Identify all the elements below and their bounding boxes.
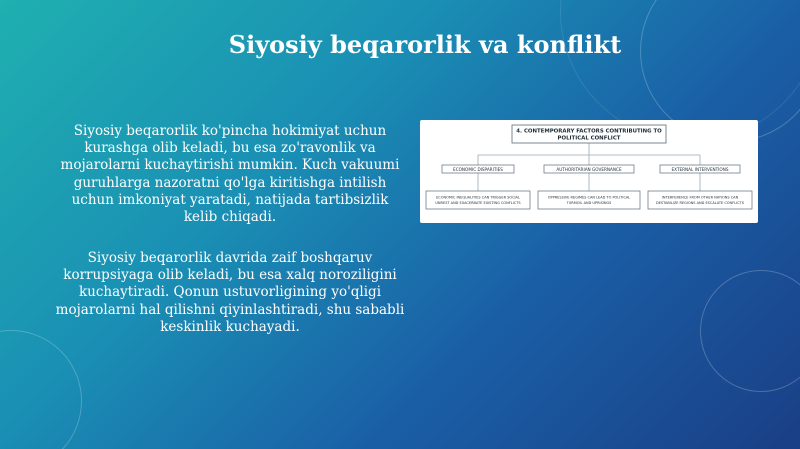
diagram-detail-box: [538, 191, 640, 209]
diagram-detail-3-line1: INTERFERENCE FROM OTHER NATIONS CAN: [661, 195, 739, 200]
diagram-title-line1: 4. CONTEMPORARY FACTORS CONTRIBUTING TO: [516, 128, 662, 135]
diagram-title-line2: POLITICAL CONFLICT: [557, 135, 621, 142]
paragraph-2: Siyosiy beqarorlik davrida zaif boshqaruv korrupsiyaga olib keladi, bu esa xalq noroziligini kuchaytiradi. Qonun ustuvorligining yo'qligi mojarolarni hal qilishni qiyinlashtiradi, shu sababli keskinlik kuchayadi.: [55, 250, 405, 335]
decorative-circle: [700, 270, 800, 392]
diagram-category-1: ECONOMIC DISPARITIES: [453, 167, 503, 172]
diagram-detail-2-line1: OPPRESSIVE REGIMES CAN LEAD TO POLITICAL: [547, 195, 631, 200]
diagram-detail-1-line2: UNREST AND EXACERBATE EXISTING CONFLICTS: [435, 201, 521, 205]
decorative-circle: [0, 330, 82, 449]
diagram-detail-box: [648, 191, 752, 209]
diagram-detail-1-line1: ECONOMIC INEQUALITIES CAN TRIGGER SOCIAL: [436, 195, 520, 200]
slide-title: Siyosiy beqarorlik va konflikt: [228, 30, 622, 59]
paragraph-1: Siyosiy beqarorlik ko'pincha hokimiyat uchun kurashga olib keladi, bu esa zo'ravonlik va mojarolarni kuchaytirishi mumkin. Kuch vakuumi guruhlarga nazoratni qo'lga kiritishga intilish uchun imkoniyat yaratadi, natijada tartibsizlik kelib chiqadi.: [60, 123, 400, 226]
diagram-category-3: EXTERNAL INTERVENTIONS: [671, 167, 729, 172]
diagram-detail-2-line2: TURMOIL AND UPRISINGS: [566, 201, 612, 205]
diagram-detail-3-line2: DESTABILIZE REGIONS AND ESCALATE CONFLICTS: [656, 201, 744, 205]
factors-diagram-image: [420, 120, 758, 223]
diagram-detail-box: [426, 191, 530, 209]
diagram-category-2: AUTHORITARIAN GOVERNANCE: [556, 167, 622, 172]
